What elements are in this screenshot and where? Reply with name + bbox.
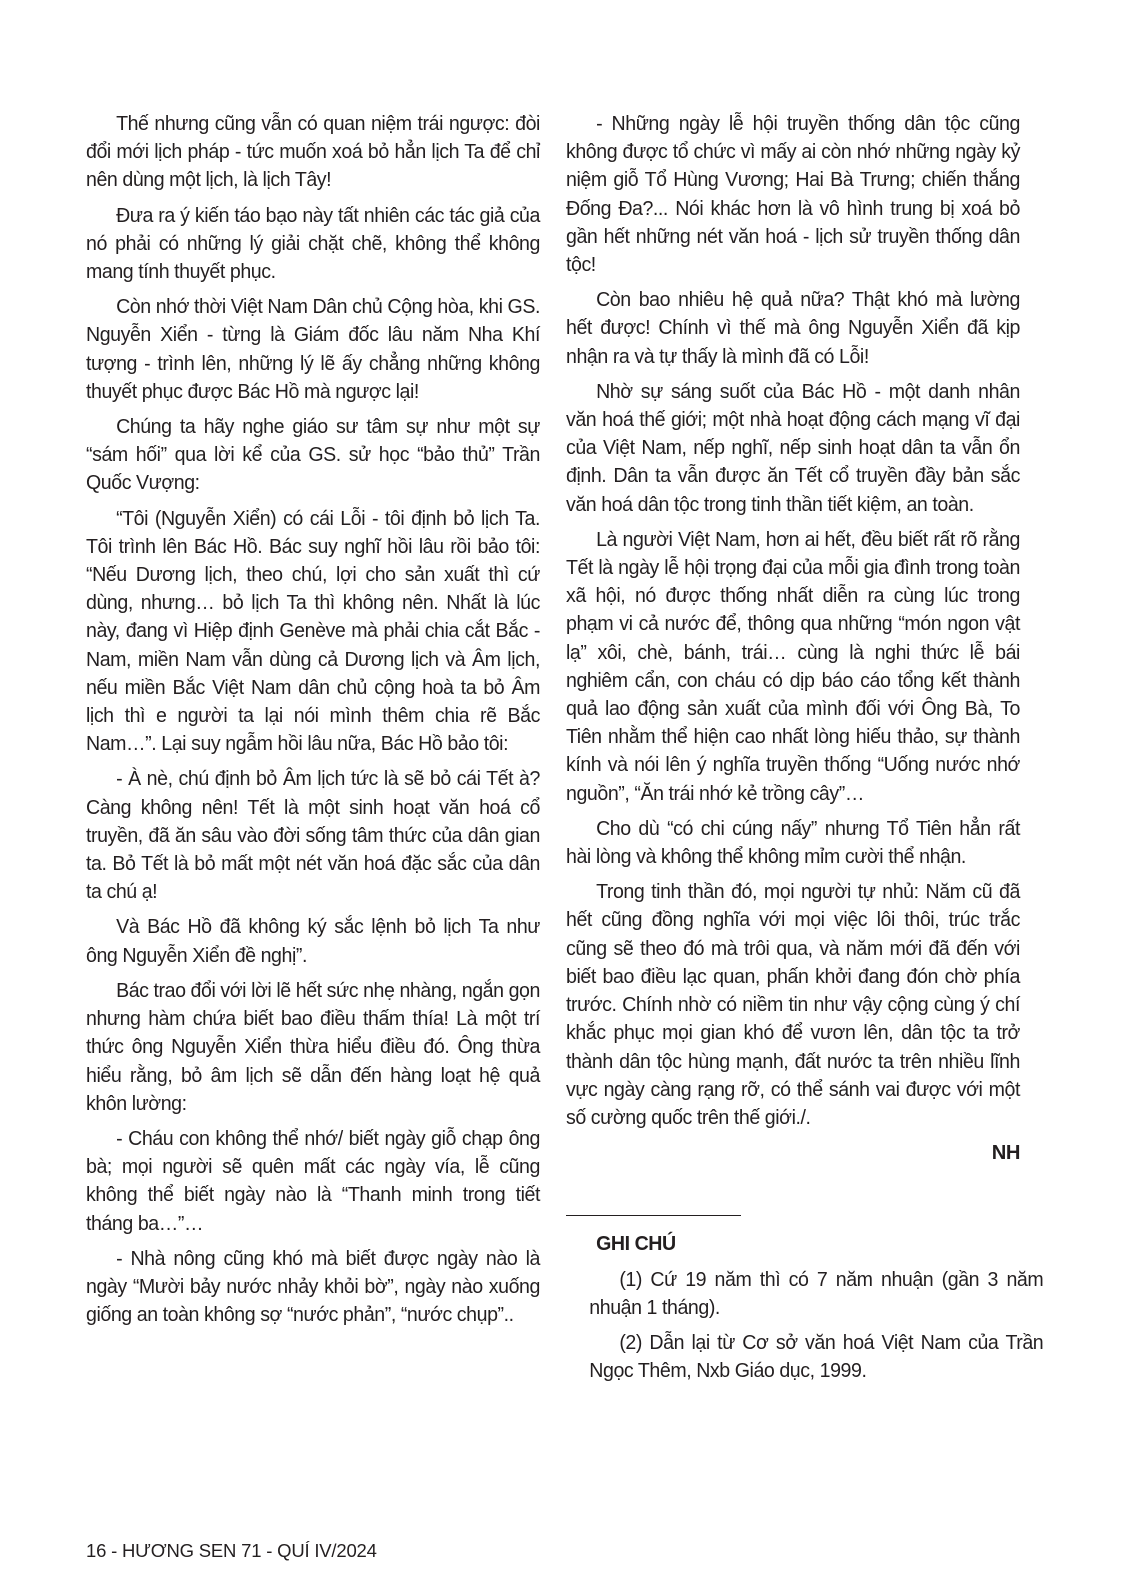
paragraph: Thế nhưng cũng vẫn có quan niệm trái ngược: đòi đổi mới lịch pháp - tức muốn xoá bỏ hẳn lịch Ta để chỉ nên dùng một lịch, là lịch Tây! xyxy=(86,113,540,192)
notes-section xyxy=(566,1230,1044,1385)
paragraph: Nhờ sự sáng suốt của Bác Hồ - một danh nhân văn hoá thế giới; một nhà hoạt động cách mạng vĩ đại của Việt Nam, nếp nghĩ, nếp sinh hoạt dân ta vẫn ổn định. Dân ta vẫn được ăn Tết cổ truyền đầy bản sắc văn hoá dân tộc trong tinh thần tiết kiệm, an toàn. xyxy=(566,380,1020,516)
paragraph: - Những ngày lễ hội truyền thống dân tộc cũng không được tổ chức vì mấy ai còn nhớ những ngày kỷ niệm giỗ Tổ Hùng Vương; Hai Bà Trưng; chiến thắng Đống Đa?... Nói khác hơn là vô hình trung bị xoá bỏ gần hết những nét văn hoá - lịch sử truyền thống dân tộc! xyxy=(566,113,1020,277)
paragraph: Cho dù “có chi cúng nấy” nhưng Tổ Tiên hẳn rất hài lòng và không thể không mỉm cười thể nhận. xyxy=(566,817,1020,869)
paragraph: Chúng ta hãy nghe giáo sư tâm sự như một sự “sám hối” qua lời kể của GS. sử học “bảo thủ” Trần Quốc Vượng: xyxy=(86,416,540,495)
paragraph: Là người Việt Nam, hơn ai hết, đều biết rất rõ rằng Tết là ngày lễ hội trọng đại của mỗi gia đình trong toàn xã hội, nó được thống nhất diễn ra cùng lúc trong phạm vi cả nước để, thông qua những “món ngon vật lạ” xôi, chè, bánh, trái… cùng là nghi thức lễ bái nghiêm cẩn, con cháu có dịp báo cáo tổng kết thành quả lao động sản xuất của mình đối với Ông Bà, To Tiên nhằm thể hiện cao nhất lòng hiếu thảo, sự thành kính và nói lên ý nghĩa truyền thống “Uống nước nhớ nguồn”, “Ăn trái nhớ kẻ trồng cây”… xyxy=(566,528,1020,805)
paragraph: Đưa ra ý kiến táo bạo này tất nhiên các tác giả của nó phải có những lý giải chặt chẽ, không thể không mang tính thuyết phục. xyxy=(86,204,540,284)
paragraph: - Cháu con không thể nhớ/ biết ngày giỗ chạp ông bà; mọi người sẽ quên mất các ngày vía, lễ cũng không thể biết ngày nào là “Thanh minh trong tiết tháng ba…”… xyxy=(86,1127,540,1235)
paragraph: “Tôi (Nguyễn Xiển) có cái Lỗi - tôi định bỏ lịch Ta. Tôi trình lên Bác Hồ. Bác suy nghĩ hồi lâu rồi bảo tôi: “Nếu Dương lịch, theo chú, lợi cho sản xuất thì cứ dùng, nhưng… bỏ lịch Ta thì không nên. Nhất là lúc này, đang vì Hiệp định Genève mà phải chia cắt Bắc - Nam, miền Nam vẫn dùng cả Dương lịch và Âm lịch, nếu miền Bắc Việt Nam dân chủ cộng hoà ta bỏ Âm lịch thì e người ta lại nói mình thêm chia rẽ Bắc Nam…”. Lại suy ngẫm hồi lâu nữa, Bác Hồ bảo tôi: xyxy=(86,507,540,756)
page-footer: 16 - HƯƠNG SEN 71 - QUÍ IV/2024 xyxy=(86,1540,377,1561)
paragraph: Còn bao nhiêu hệ quả nữa? Thật khó mà lường hết được! Chính vì thế mà ông Nguyễn Xiển đã kịp nhận ra và tự thấy là mình đã có Lỗi! xyxy=(566,289,1020,368)
paragraph: - Nhà nông cũng khó mà biết được ngày nào là ngày “Mười bảy nước nhảy khỏi bờ”, ngày nào xuống giống an toàn không sợ “nước phản”, “nước chụp”.. xyxy=(86,1247,540,1327)
notes-divider xyxy=(566,1215,741,1216)
right-column xyxy=(566,110,1044,1392)
author-signature: NH xyxy=(991,1142,1020,1165)
paragraph: Còn nhớ thời Việt Nam Dân chủ Cộng hòa, khi GS. Nguyễn Xiển - từng là Giám đốc lâu năm Nha Khí tượng - trình lên, những lý lẽ ấy chẳng những không thuyết phục được Bác Hồ mà ngược lại! xyxy=(86,296,540,403)
note-item: (2) Dẫn lại từ Cơ sở văn hoá Việt Nam của Trần Ngọc Thêm, Nxb Giáo dục, 1999. xyxy=(589,1331,1044,1383)
note-item: (1) Cứ 19 năm thì có 7 năm nhuận (gần 3 năm nhuận 1 tháng). xyxy=(589,1268,1044,1319)
paragraph: Bác trao đổi với lời lẽ hết sức nhẹ nhàng, ngắn gọn nhưng hàm chứa biết bao điều thấm thía! Là một trí thức ông Nguyễn Xiển thừa hiểu điều đó. Ông thừa hiểu rằng, bỏ âm lịch sẽ dẫn đến hàng loạt hệ quả khôn lường: xyxy=(86,979,540,1115)
paragraph: Và Bác Hồ đã không ký sắc lệnh bỏ lịch Ta như ông Nguyễn Xiển đề nghị”. xyxy=(86,916,540,967)
notes-title: GHI CHÚ xyxy=(596,1233,676,1256)
left-column xyxy=(86,110,540,1336)
paragraph: Trong tinh thần đó, mọi người tự nhủ: Năm cũ đã hết cũng đồng nghĩa với mọi việc lôi thôi, trúc trắc cũng sẽ theo đó mà trôi qua, và năm mới đã đến với biết bao điều lạc quan, phấn khởi đang đón chờ phía trước. Chính nhờ có niềm tin như vậy cộng cùng ý chí khắc phục mọi gian khó để vươn lên, dân tộc ta trở thành dân tộc hùng mạnh, đất nước ta trên nhiều lĩnh vực ngày càng rạng rỡ, có thể sánh vai được với một số cường quốc trên thế giới./. xyxy=(566,881,1020,1129)
paragraph: - À nè, chú định bỏ Âm lịch tức là sẽ bỏ cái Tết à? Càng không nên! Tết là một sinh hoạt văn hoá cổ truyền, đã ăn sâu vào đời sống tâm thức của dân gian ta. Bỏ Tết là bỏ mất một nét văn hoá đặc sắc của dân ta chú ạ! xyxy=(86,768,540,904)
